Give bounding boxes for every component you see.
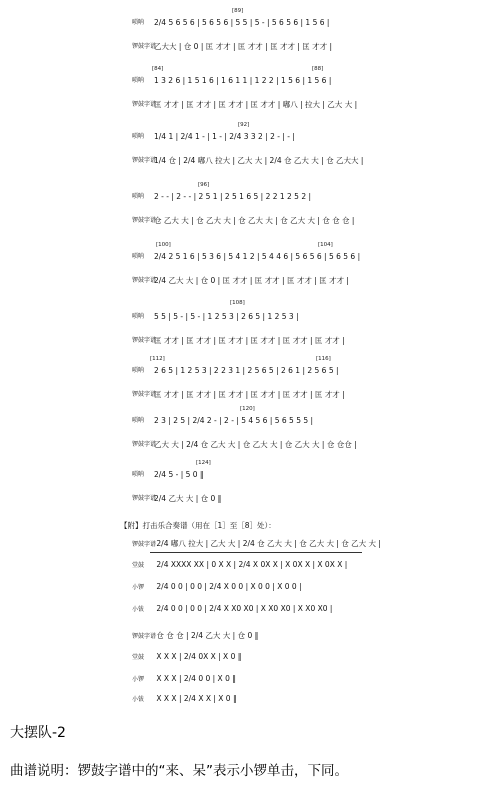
- melody-label: 唢呐: [132, 417, 145, 424]
- percussion-syllables: 仓 乙大 大 | 仓 乙大 大 | 仓 乙大 大 | 仓 乙大 大 | 仓 仓 仓 |: [154, 216, 355, 225]
- percussion-syllables: 乙大大 | 仓 0 | 匡 才才 | 匡 才才 | 匡 才才 | 匡 才才 |: [154, 42, 333, 51]
- bar-number: [124]: [196, 460, 211, 466]
- bar-number: [120]: [240, 406, 255, 412]
- ensemble-row: [132, 582, 302, 591]
- ensemble-notes: 2/4 XXXX XX | 0 X X | 2/4 X 0X X | X 0X X | X 0X X |: [156, 560, 348, 569]
- melody-notes: 2/4 2 5 1 6 | 5 3 6 | 5 4 1 2 | 5 4 4 6 | 5 6 5 6 | 5 6 5 6 |: [154, 252, 361, 261]
- percussion-label: 锣鼓字谱: [132, 441, 157, 448]
- caption-title: 大摆队-2: [10, 725, 66, 741]
- ensemble-notes: 2/4 嘟八 拉大 | 乙大 大 | 2/4 仓 乙大 大 | 仓 乙大 大 | 仓 乙大 大 |: [156, 539, 381, 548]
- percussion-label: 锣鼓字谱: [132, 495, 157, 502]
- ensemble-row: [132, 560, 347, 569]
- melody-notes: 2 6 5 | 1 2 5 3 | 2 2 3 1 | 2 5 6 5 | 2 6 1 | 2 5 6 5 |: [154, 366, 339, 375]
- ensemble-notes: 仓 仓 仓 | 2/4 乙大 大 | 仓 0 ‖: [156, 631, 259, 640]
- ensemble-row: [132, 604, 332, 613]
- percussion-syllables: 2/4 乙大 大 | 仓 0 ‖: [154, 494, 222, 503]
- percussion-label: 锣鼓字谱: [132, 101, 157, 108]
- ensemble-notes: X X X | 2/4 0X X | X 0 ‖: [156, 652, 242, 661]
- bar-number: [112]: [150, 356, 165, 362]
- ensemble-row: [132, 630, 258, 641]
- percussion-label: 锣鼓字谱: [132, 157, 157, 164]
- bar-number: [104]: [318, 242, 333, 248]
- bar-number: [84]: [152, 66, 164, 72]
- ensemble-row: [132, 674, 236, 683]
- ensemble-notes: X X X | 2/4 0 0 | X 0 ‖: [156, 674, 236, 683]
- instrument-label: 小锣: [132, 676, 145, 683]
- instrument-label: 小钹: [132, 606, 145, 613]
- melody-label: 唢呐: [132, 313, 145, 320]
- ensemble-notes: 2/4 0 0 | 0 0 | 2/4 X X0 X0 | X X0 X0 | X X0 X0 |: [156, 604, 333, 613]
- instrument-label: 锣鼓字谱: [132, 541, 157, 548]
- melody-label: 唢呐: [132, 193, 145, 200]
- percussion-label: 锣鼓字谱: [132, 337, 157, 344]
- bar-number: [108]: [230, 300, 245, 306]
- ensemble-notes: X X X | 2/4 X X | X 0 ‖: [156, 694, 237, 703]
- percussion-label: 锣鼓字谱: [132, 277, 157, 284]
- ensemble-row: [132, 694, 237, 703]
- melody-label: 唢呐: [132, 77, 145, 84]
- percussion-label: 锣鼓字谱: [132, 391, 157, 398]
- bar-number: [100]: [156, 242, 171, 248]
- melody-notes: 5 5 | 5 - | 5 - | 1 2 5 3 | 2 6 5 | 1 2 5 3 |: [154, 312, 299, 321]
- percussion-syllables: 匡 才才 | 匡 才才 | 匡 才才 | 匡 才才 | 嘟八 | 拉大 | 乙大 大 |: [154, 100, 358, 109]
- melody-notes: 2/4 5 - | 5 0 ‖: [154, 470, 204, 479]
- percussion-syllables: 乙大 大 | 2/4 仓 乙大 大 | 仓 乙大 大 | 仓 乙大 大 | 仓 仓仓 |: [154, 440, 357, 449]
- melody-notes: 1/4 1 | 2/4 1 - | 1 - | 2/4 3 3 2 | 2 - | - |: [154, 132, 295, 141]
- melody-label: 唢呐: [132, 471, 145, 478]
- melody-notes: 2 3 | 2 5 | 2/4 2 - | 2 - | 5 4 5 6 | 5 6 5 5 5 |: [154, 416, 314, 425]
- instrument-label: 堂鼓: [132, 654, 145, 661]
- ensemble-row: [132, 652, 241, 661]
- caption-note: 曲谱说明：锣鼓字谱中的“来、呆”表示小锣单击，下同。: [10, 763, 348, 779]
- ensemble-notes: 2/4 0 0 | 0 0 | 2/4 X 0 0 | X 0 0 | X 0 0 |: [156, 582, 302, 591]
- bar-number: [96]: [198, 182, 210, 188]
- bar-number: [92]: [238, 122, 250, 128]
- percussion-label: 锣鼓字谱: [132, 217, 157, 224]
- bar-number: [89]: [232, 8, 244, 14]
- percussion-syllables: 1/4 仓 | 2/4 嘟八 拉大 | 乙大 大 | 2/4 仓 乙大 大 | 仓 乙大大 |: [154, 156, 364, 165]
- bracket-line: [150, 552, 362, 553]
- appendix-title: 【附】打击乐合奏谱（用在［1］至［8］处）：: [120, 521, 276, 530]
- melody-label: 唢呐: [132, 253, 145, 260]
- instrument-label: 小锣: [132, 584, 145, 591]
- instrument-label: 锣鼓字谱: [132, 633, 157, 640]
- instrument-label: 小钹: [132, 696, 145, 703]
- percussion-label: 锣鼓字谱: [132, 43, 157, 50]
- bar-number: [88]: [312, 66, 324, 72]
- ensemble-row: [132, 538, 381, 549]
- melody-label: 唢呐: [132, 133, 145, 140]
- percussion-syllables: 匡 才才 | 匡 才才 | 匡 才才 | 匡 才才 | 匡 才才 | 匡 才才 |: [154, 390, 345, 399]
- percussion-syllables: 匡 才才 | 匡 才才 | 匡 才才 | 匡 才才 | 匡 才才 | 匡 才才 |: [154, 336, 345, 345]
- bar-number: [116]: [316, 356, 331, 362]
- instrument-label: 堂鼓: [132, 562, 145, 569]
- melody-label: 唢呐: [132, 367, 145, 374]
- melody-notes: 2/4 5 6 5 6 | 5 6 5 6 | 5 5 | 5 - | 5 6 5 6 | 1 5 6 |: [154, 18, 330, 27]
- percussion-syllables: 2/4 乙大 大 | 仓 0 | 匡 才才 | 匡 才才 | 匡 才才 | 匡 才才 |: [154, 276, 349, 285]
- melody-notes: 1 3 2 6 | 1 5 1 6 | 1 6 1 1 | 1 2 2 | 1 5 6 | 1 5 6 |: [154, 76, 332, 85]
- melody-label: 唢呐: [132, 19, 145, 26]
- melody-notes: 2 - - | 2 - - | 2 5 1 | 2 5 1 6 5 | 2 2 1 2 5 2 |: [154, 192, 312, 201]
